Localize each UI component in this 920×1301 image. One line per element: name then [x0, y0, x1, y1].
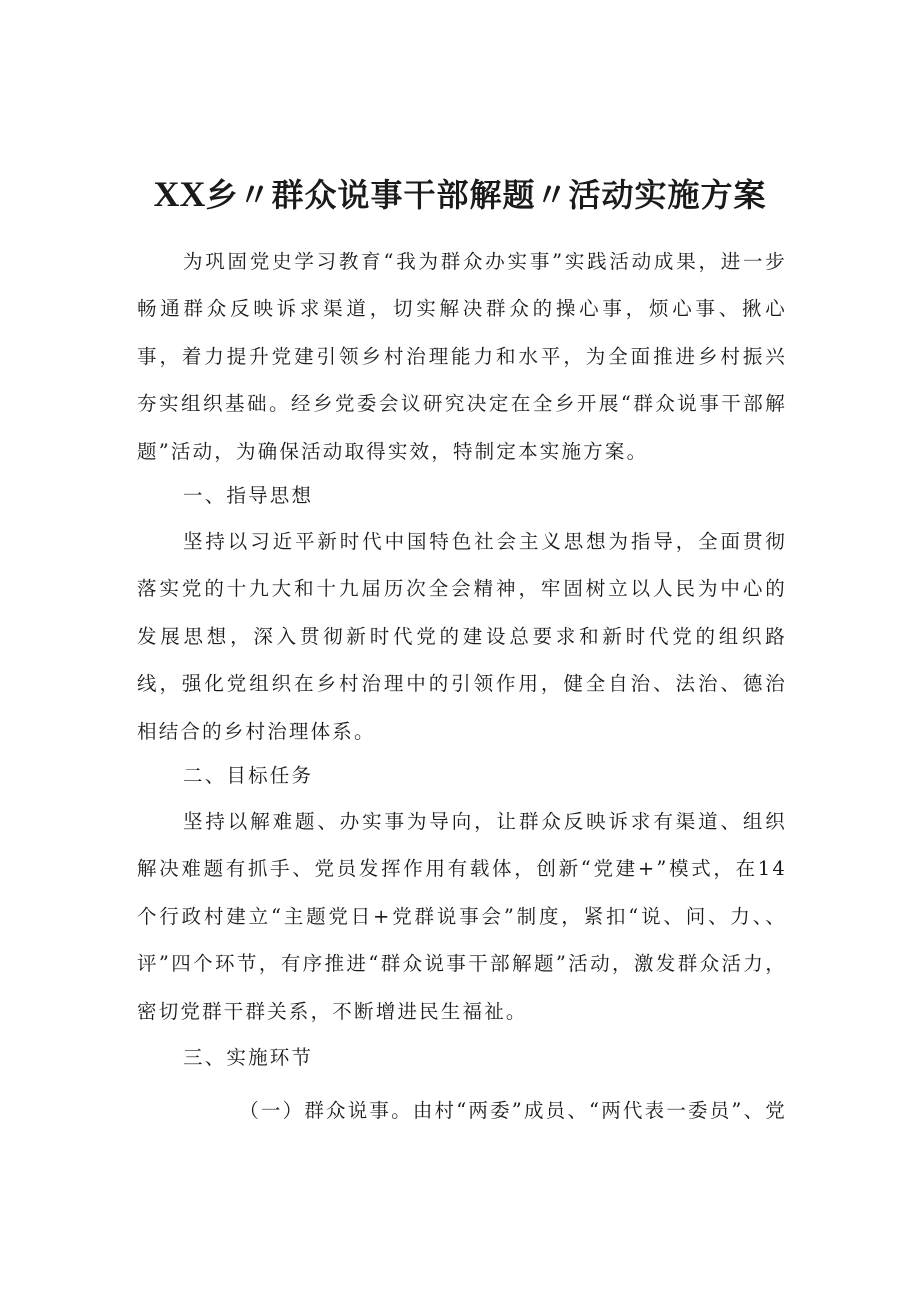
- section-heading-guiding-ideology: 一、指导思想: [183, 484, 314, 507]
- title-prefix: XX: [153, 174, 206, 214]
- intro-paragraph: 为巩固党史学习教育“我为群众办实事”实践活动成果，进一步畅通群众反映诉求渠道，切实解决群众的操心事，烦心事、揪心事，着力提升党建引领乡村治理能力和水平，为全面推进乡村振兴夯实组织基础。经乡党委会议研究决定在全乡开展“群众说事干部解题”活动，为确保活动取得实效，特制定本实施方案。: [137, 250, 787, 463]
- section-paragraph-guiding-ideology: 坚持以习近平新时代中国特色社会主义思想为指导，全面贯彻落实党的十九大和十九届历次全会精神，牢固树立以人民为中心的发展思想，深入贯彻新时代党的建设总要求和新时代党的组织路线，强化党组织在乡村治理中的引领作用，健全自治、法治、德治相结合的乡村治理体系。: [137, 530, 787, 743]
- section-heading-goals: 二、目标任务: [183, 764, 314, 787]
- document-title: [0, 172, 920, 217]
- section-heading-implementation: 三、实施环节: [183, 1046, 314, 1069]
- section-paragraph-goals: 坚持以解难题、办实事为导向，让群众反映诉求有渠道、组织解决难题有抓手、党员发挥作用有载体，创新“党建+”模式，在14个行政村建立“主题党日+党群说事会”制度，紧扣“说、问、力、、评”四个环节，有序推进“群众说事干部解题”活动，激发群众活力，密切党群干群关系，不断增进民生福祉。: [137, 810, 787, 1023]
- sub-item-masses-speak: （一）群众说事。由村“两委”成员、“两代表一委员”、党: [239, 1099, 787, 1122]
- title-rest: 乡〃群众说事干部解题〃活动实施方案: [205, 176, 767, 214]
